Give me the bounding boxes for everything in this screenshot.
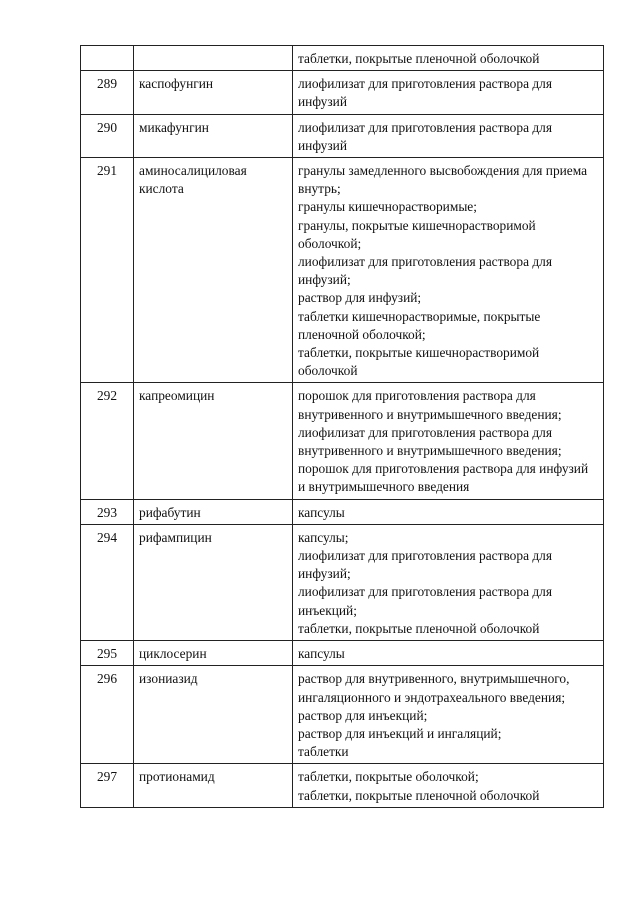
dosage-form-line: таблетки, покрытые пленочной оболочкой [298,51,540,66]
drug-name [134,46,293,71]
dosage-forms [293,524,604,640]
table-row [81,524,604,640]
row-number: 289 [81,71,134,114]
dosage-form-line: таблетки, покрытые оболочкой; [298,769,479,785]
row-number: 294 [81,524,134,640]
dosage-form-line: таблетки кишечнорастворимые, покрытые пленочной оболочкой; [298,308,544,342]
dosage-forms [293,383,604,499]
table-row [81,641,604,666]
drug-name: каспофунгин [134,71,293,114]
dosage-forms [293,666,604,764]
drug-name: циклосерин [134,641,293,666]
dosage-forms [293,764,604,807]
dosage-form-line: гранулы, покрытые кишечнорастворимой оболочкой; [298,217,540,251]
dosage-form-line: капсулы [298,646,345,662]
table-row [81,46,604,71]
row-number: 293 [81,499,134,524]
dosage-form-line: таблетки, покрытые пленочной оболочкой [298,620,540,636]
row-number: 295 [81,641,134,666]
table-row [81,114,604,157]
drug-name: микафунгин [134,114,293,157]
dosage-form-line: гранулы кишечнорастворимые; [298,199,477,215]
table-row [81,499,604,524]
dosage-form-line: раствор для инъекций; [298,707,428,723]
dosage-form-line: капсулы; [298,529,349,545]
drug-name: рифабутин [134,499,293,524]
dosage-forms [293,71,604,114]
table-row [81,158,604,383]
drug-name: капреомицин [134,383,293,499]
row-number: 297 [81,764,134,807]
dosage-form-line: лиофилизат для приготовления раствора для инфузий [298,119,556,153]
dosage-form-line: лиофилизат для приготовления раствора для инфузий; [298,548,556,582]
drug-name: изониазид [134,666,293,764]
row-number: 290 [81,114,134,157]
dosage-form-line: таблетки [298,744,349,760]
dosage-form-line: порошок для приготовления раствора для инфузий и внутримышечного введения [298,461,592,495]
table-row [81,383,604,499]
dosage-form-line: раствор для внутривенного, внутримышечного, ингаляционного и эндотрахеального введения; [298,671,573,705]
drug-name: аминосалициловая кислота [134,158,293,383]
table-row [81,71,604,114]
dosage-form-line: гранулы замедленного высвобождения для приема внутрь; [298,163,591,197]
dosage-forms [293,499,604,524]
dosage-form-line: лиофилизат для приготовления раствора для инфузий [298,76,556,110]
dosage-forms [293,158,604,383]
dosage-form-line: порошок для приготовления раствора для внутривенного и внутримышечного введения; [298,388,562,422]
table-row [81,764,604,807]
dosage-form-line: таблетки, покрытые пленочной оболочкой [298,787,540,803]
table-row [81,666,604,764]
dosage-form-line: лиофилизат для приготовления раствора для инфузий; [298,254,556,288]
row-number: 296 [81,666,134,764]
dosage-forms [293,46,604,71]
row-number: 291 [81,158,134,383]
dosage-form-line: капсулы [298,504,345,520]
dosage-form-line: лиофилизат для приготовления раствора для внутривенного и внутримышечного введения; [298,424,562,459]
dosage-forms [293,114,604,157]
row-number: 292 [81,383,134,499]
drug-table-body [81,46,604,808]
dosage-forms [293,641,604,666]
drug-name: рифампицин [134,524,293,640]
row-number [81,46,134,71]
drug-name: протионамид [134,764,293,807]
dosage-form-line: раствор для инфузий; [298,290,422,306]
dosage-form-line: лиофилизат для приготовления раствора для инъекций; [298,584,556,618]
drug-table [80,45,604,808]
dosage-form-line: таблетки, покрытые кишечнорастворимой оболочкой [298,345,543,379]
dosage-form-line: раствор для инъекций и ингаляций; [298,725,502,741]
